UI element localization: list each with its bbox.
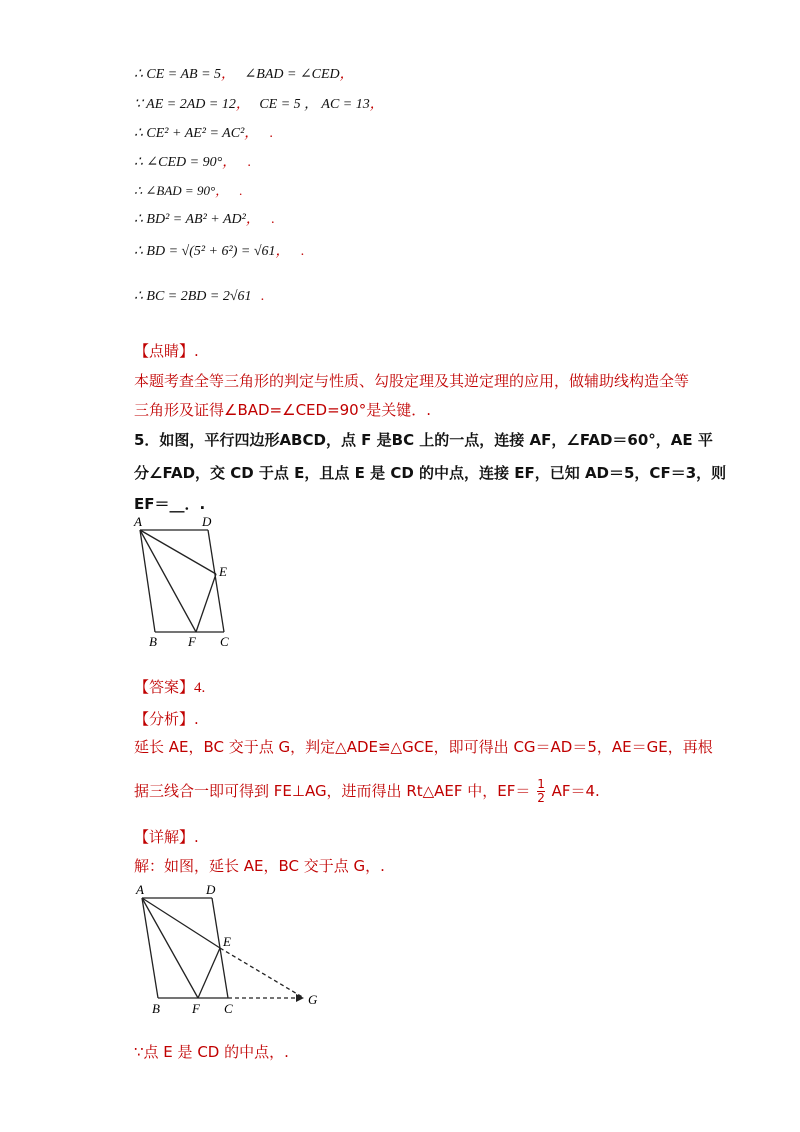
last-line: ∵点 E 是 CD 的中点，.	[134, 1043, 289, 1061]
label-d: D	[202, 514, 212, 529]
label-b: B	[149, 634, 157, 649]
dianjing-tag: 【点睛】.	[134, 342, 199, 360]
label-c: C	[220, 634, 229, 649]
proof-line: ∴ CE = AB = 5， ∠BAD = ∠CED，	[134, 67, 354, 82]
proof-line: ∴ ∠CED = 90°， .	[134, 155, 252, 170]
proof-line: ∴ BD = √(5² + 6²) = √61， .	[134, 244, 305, 259]
label-a: A	[134, 514, 142, 529]
label-d: D	[206, 882, 216, 897]
label-g: G	[308, 992, 318, 1007]
label-f: F	[192, 1001, 200, 1016]
parallelogram-figure	[128, 512, 248, 652]
detail-text-line-1: 解：如图，延长 AE，BC 交于点 G，.	[134, 857, 385, 875]
label-b: B	[152, 1001, 160, 1016]
label-e: E	[219, 564, 227, 579]
label-c: C	[224, 1001, 233, 1016]
question-line-3: EF＝__．.	[134, 495, 206, 513]
analysis-text-line-1: 延长 AE，BC 交于点 G，判定△ADE≌△GCE，即可得出 CG＝AD＝5，AE＝GE，再根	[134, 738, 713, 756]
dianjing-text-line-1: 本题考查全等三角形的判定与性质、勾股定理及其逆定理的应用，做辅助线构造全等	[134, 372, 690, 390]
proof-line: ∵ AE = 2AD = 12， CE = 5 ， AC = 13，	[134, 97, 384, 112]
detail-tag: 【详解】.	[134, 828, 199, 846]
extended-figure	[128, 880, 328, 1025]
analysis-tag: 【分析】.	[134, 710, 199, 728]
label-a: A	[136, 882, 144, 897]
proof-line: ∴ BD² = AB² + AD²， .	[134, 212, 275, 227]
proof-line: ∴ CE² + AE² = AC²， .	[134, 126, 274, 141]
answer-line: 【答案】4.	[134, 678, 206, 696]
proof-line: ∴ BC = 2BD = 2√61 .	[134, 289, 265, 304]
fraction-one-half: $\frac{1}{2}$	[537, 777, 545, 805]
question-line-1: 5．如图，平行四边形ABCD，点 F 是BC 上的一点，连接 AF，∠FAD＝60°，AE 平	[134, 431, 713, 449]
question-line-2: 分∠FAD，交 CD 于点 E，且点 E 是 CD 的中点，连接 EF，已知 AD＝5，CF＝3，则	[134, 464, 727, 482]
label-e: E	[223, 934, 231, 949]
proof-line: ∴ ∠BAD = 90°， .	[134, 183, 243, 198]
label-f: F	[188, 634, 196, 649]
analysis-text-line-2: 据三线合一即可得到 FE⊥AG，进而得出 Rt△AEF 中，EF＝ $\frac{1}{2}$ AF＝4.	[134, 777, 600, 805]
dianjing-text-line-2: 三角形及证得∠BAD=∠CED=90°是关键．.	[134, 401, 431, 419]
